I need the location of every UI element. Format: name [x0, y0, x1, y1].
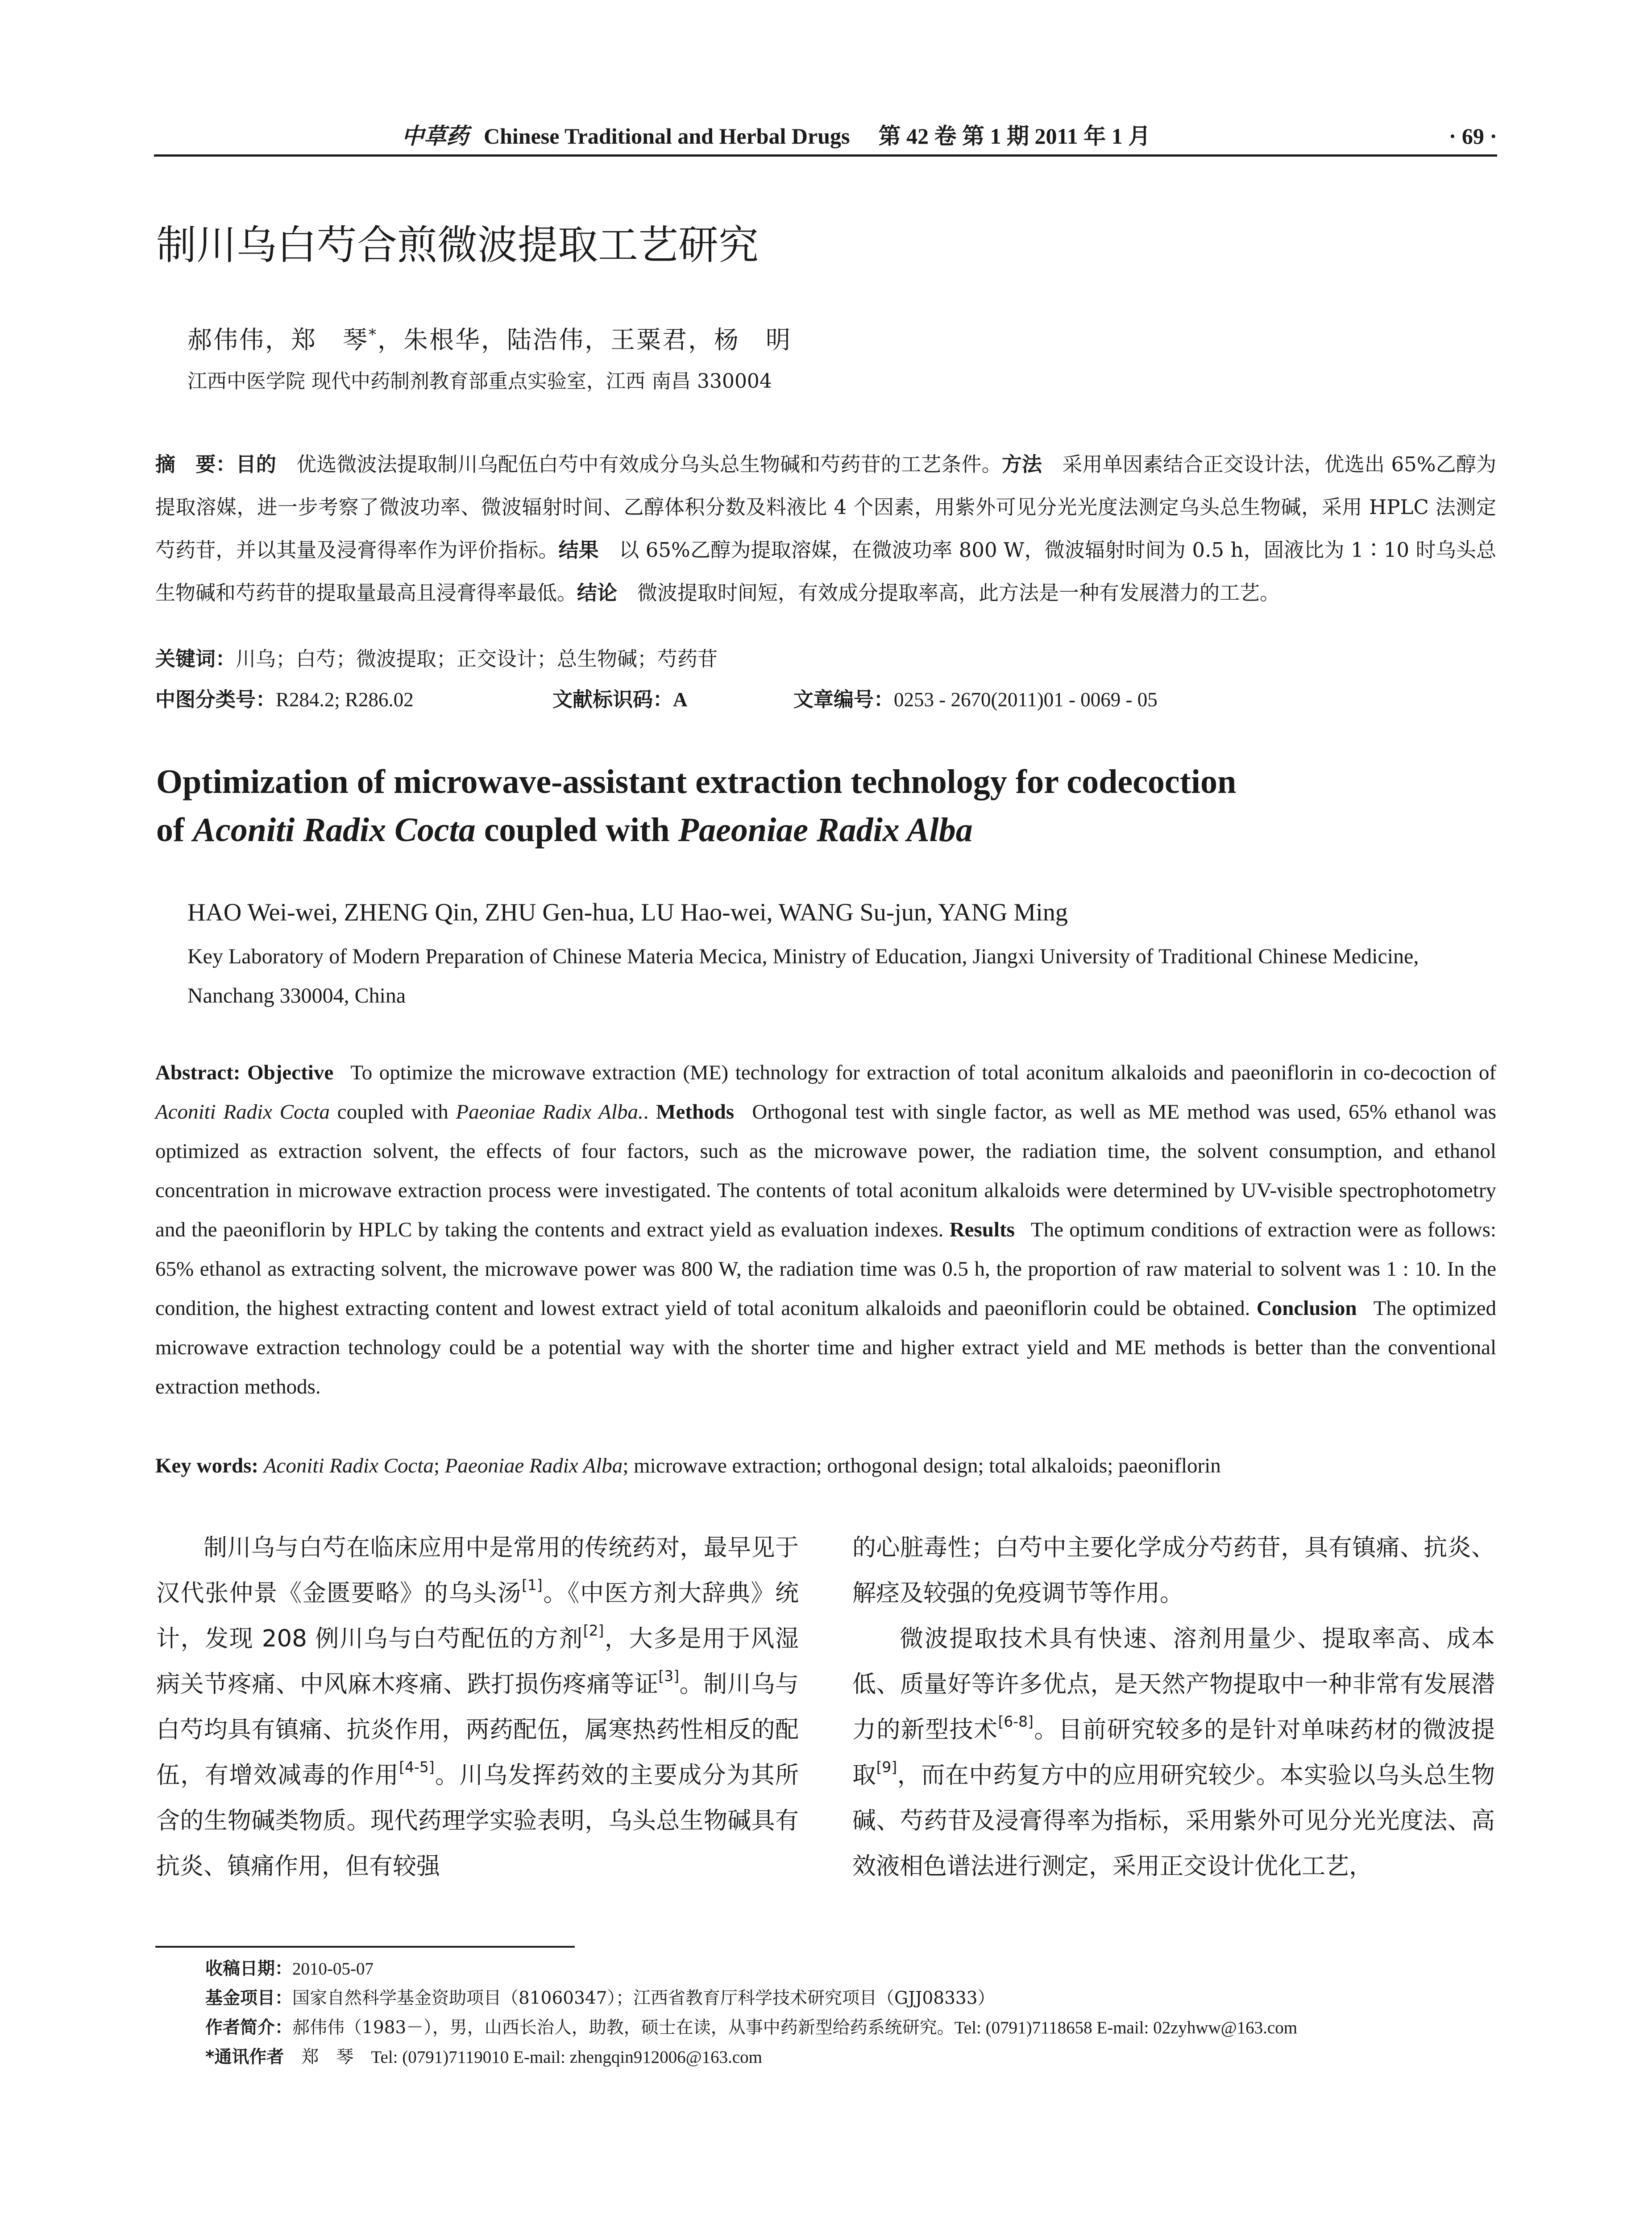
- paragraph: [852, 1616, 1495, 1889]
- journal-name-en: Chinese Traditional and Herbal Drugs: [484, 124, 850, 149]
- abstract-label-cn: 摘 要：: [155, 452, 236, 476]
- article-title-cn: 制川乌白芍合煎微波提取工艺研究: [156, 222, 759, 269]
- methods-text-cn: 采用单因素结合正交设计法，优选出 65%乙醇为提取溶媒，进一步考察了微波功率、微波辐射时间、乙醇体积分数及料液比 4 个因素，用紫外可见分光光度法测定乌头总生物碱，采用 HPLC 法测定芍药苷，并以其量及浸膏得率作为评价指标。: [155, 452, 1496, 562]
- received-label: 收稿日期：: [205, 1959, 293, 1979]
- citation-ref[interactable]: [1]: [522, 1576, 543, 1594]
- objective-herb2: Paeoniae Radix Alba.: [456, 1100, 643, 1124]
- results-label-cn: 结果: [558, 538, 599, 562]
- keyword-herb2: Paeoniae Radix Alba: [444, 1454, 623, 1477]
- corresponding-author-mark: *: [369, 326, 378, 344]
- running-header: [154, 120, 1497, 152]
- clc-value: R284.2; R286.02: [276, 688, 414, 711]
- article-title-en: [156, 758, 1236, 854]
- affiliation-cn: 江西中医学院 现代中药制剂教育部重点实验室，江西 南昌 330004: [187, 370, 772, 393]
- conclusion-label-en: Conclusion: [1256, 1297, 1357, 1320]
- footnotes: [205, 1954, 1499, 2072]
- text-run: 。制川乌与白芍均具有镇痛、抗炎作用，两药配伍，属寒热药性相反的配伍，有增效减毒的作用: [156, 1671, 799, 1789]
- citation-ref[interactable]: [4-5]: [399, 1758, 435, 1776]
- abstract-cn: [155, 443, 1496, 614]
- fund-info: [205, 1984, 1499, 2013]
- text-run: ，而在中药复方中的应用研究较少。本实验以乌头总生物碱、芍药苷及浸膏得率为指标，采用紫外可见分光光度法、高效液相色谱法进行测定，采用正交设计优化工艺，: [852, 1762, 1495, 1880]
- paragraph: 的心脏毒性；白芍中主要化学成分芍药苷，具有镇痛、抗炎、解痉及较强的免疫调节等作用。: [852, 1534, 1495, 1607]
- paragraph: [156, 1525, 799, 1889]
- conclusion-text-en: The optimized microwave extraction technology could be a potential way with the shorter time and higher extract yield and ME methods is better than the conventional extraction methods.: [155, 1297, 1497, 1398]
- document-code-label: 文献标识码：: [552, 688, 673, 711]
- methods-text-en: Orthogonal test with single factor, as well as ME method was used, 65% ethanol was optimized as extraction solvent, the effects of four factors, such as the microwave power, the radiation time, the solvent consumption, and ethanol concentration in microwave extraction process were investigated. The contents of total aconitum alkaloids were determined by UV-visible spectrophotometry and the paeoniflorin by HPLC by taking the contents and extract yield as evaluation indexes.: [155, 1100, 1497, 1241]
- conclusion-label-cn: 结论: [577, 581, 618, 605]
- author-list-en: HAO Wei-wei, ZHENG Qin, ZHU Gen-hua, LU Hao-wei, WANG Su-jun, YANG Ming: [187, 899, 1068, 926]
- bio-contact: Tel: (0791)7118658 E-mail: 02zyhww@163.com: [954, 2018, 1298, 2037]
- affiliation-en: Key Laboratory of Modern Preparation of Chinese Materia Mecica, Ministry of Education, Jiangxi University of Traditional Chinese Medicine, Nanchang 330004, China: [187, 945, 1419, 1008]
- text-run: 。《中医方剂大辞典》统计，发现 208 例川乌与白芍配伍的方剂: [156, 1580, 799, 1652]
- corresponding-contact: Tel: (0791)7119010 E-mail: zhengqin912006@163.com: [371, 2048, 763, 2067]
- received-value: 2010-05-07: [292, 1959, 374, 1978]
- footnote-rule: [155, 1946, 575, 1948]
- methods-label-en: Methods: [656, 1100, 735, 1124]
- citation-ref[interactable]: [6-8]: [998, 1713, 1034, 1730]
- title-coupled: coupled with: [475, 811, 678, 849]
- fund-label: 基金项目：: [205, 1988, 293, 2008]
- body-column-right: [852, 1525, 1495, 1889]
- text-run: 。川乌发挥药效的主要成分为其所含的生物碱类物质。现代药理学实验表明，乌头总生物碱具有抗炎、镇痛作用，但有较强: [156, 1762, 799, 1880]
- conclusion-text-cn: 微波提取时间短，有效成分提取率高，此方法是一种有发展潜力的工艺。: [637, 581, 1280, 605]
- classification-line: [155, 682, 1498, 717]
- text-run: 制川乌与白芍在临床应用中是常用的传统药对，最早见于汉代张仲景《金匮要略》的乌头汤: [156, 1534, 799, 1607]
- article-number-label: 文章编号：: [793, 688, 894, 711]
- text-run: 微波提取技术具有快速、溶剂用量少、提取率高、成本低、质量好等许多优点，是天然产物提取中一种非常有发展潜力的新型技术: [852, 1625, 1495, 1743]
- document-code-value: A: [673, 688, 688, 711]
- citation-ref[interactable]: [2]: [583, 1621, 604, 1639]
- article-number-value: 0253 - 2670(2011)01 - 0069 - 05: [894, 688, 1158, 711]
- keyword-herb1: Aconiti Radix Cocta: [263, 1454, 434, 1477]
- clc-number: [155, 682, 414, 717]
- article-number: [793, 682, 1158, 717]
- text-run: 。目前研究较多的是针对单味药材的微波提取: [852, 1716, 1495, 1789]
- keyword-sep: ;: [433, 1454, 445, 1477]
- title-herb2: Paeoniae Radix Alba: [678, 811, 973, 849]
- results-text-cn: 以 65%乙醇为提取溶媒，在微波功率 800 W，微波辐射时间为 0.5 h，固液比为 1∶10 时乌头总生物碱和芍药苷的提取量最高且浸膏得率最低。: [155, 538, 1496, 605]
- results-label-en: Results: [949, 1218, 1015, 1241]
- citation-ref[interactable]: [9]: [876, 1758, 897, 1776]
- corresponding-label: *通讯作者: [205, 2047, 284, 2067]
- header-rule: [154, 154, 1497, 157]
- bio-label: 作者简介：: [205, 2018, 293, 2038]
- author-bio: [205, 2013, 1499, 2043]
- received-date: [205, 1954, 1499, 1984]
- title-en-line2: [156, 806, 1236, 854]
- objective-label-cn: 目的: [236, 452, 276, 476]
- corresponding-author: [205, 2043, 1499, 2072]
- title-en-line1: Optimization of microwave-assistant extraction technology for codecoction: [156, 763, 1237, 800]
- keywords-label-en: Key words:: [155, 1454, 259, 1477]
- keywords-text-cn: 川乌；白芍；微波提取；正交设计；总生物碱；芍药苷: [236, 647, 718, 671]
- keywords-label-cn: 关键词：: [155, 647, 236, 671]
- body-column-left: [156, 1525, 799, 1889]
- results-text-en: The optimum conditions of extraction were as follows: 65% ethanol as extracting solvent, the microwave power was 800 W, the radiation time was 0.5 h, the proportion of raw material to solvent was 1 : 10. In the condition, the highest extracting content and lowest extract yield of total aconitum alkaloids and paeoniflorin could be obtained.: [155, 1218, 1497, 1320]
- methods-label-cn: 方法: [1001, 452, 1042, 476]
- objective-label-en: Objective: [247, 1061, 334, 1084]
- journal-issue: 第 42 卷 第 1 期 2011 年 1 月: [878, 124, 1151, 149]
- title-of: of: [156, 811, 193, 849]
- journal-citation: [402, 120, 1150, 152]
- keywords-rest: ; microwave extraction; orthogonal design; total alkaloids; paeoniflorin: [623, 1454, 1221, 1477]
- objective-coupled: coupled with: [330, 1100, 456, 1124]
- clc-label: 中图分类号：: [155, 688, 276, 711]
- objective-text-cn: 优选微波法提取制川乌配伍白芍中有效成分乌头总生物碱和芍药苷的工艺条件。: [296, 452, 1002, 476]
- bio-value: 郝伟伟（1983－），男，山西长治人，助教，硕士在读，从事中药新型给药系统研究。: [292, 2018, 955, 2038]
- objective-herb1: Aconiti Radix Cocta: [155, 1100, 330, 1124]
- author-list-cn: [187, 317, 792, 357]
- page-number: · 69 ·: [1449, 124, 1497, 149]
- corresponding-name: 郑 琴: [301, 2047, 354, 2067]
- authors-cn-part2: ，朱根华，陆浩伟，王粟君，杨 明: [378, 325, 792, 354]
- authors-cn-part1: 郝伟伟，郑 琴: [187, 325, 369, 354]
- keywords-en: [155, 1448, 1221, 1484]
- document-code: [552, 682, 688, 717]
- abstract-label-en: Abstract:: [155, 1061, 241, 1084]
- citation-ref[interactable]: [3]: [658, 1667, 680, 1685]
- journal-name-cn: 中草药: [402, 123, 469, 149]
- text-run: ，大多是用于风湿病关节疼痛、中风麻木疼痛、跌打损伤疼痛等证: [156, 1625, 799, 1698]
- title-herb1: Aconiti Radix Cocta: [193, 811, 476, 849]
- objective-text-en: To optimize the microwave extraction (ME) technology for extraction of total aconitum alkaloids and paeoniflorin in co-decoction of: [350, 1061, 1497, 1084]
- abstract-en: [155, 1053, 1496, 1406]
- keywords-cn: [155, 641, 718, 677]
- objective-end: .: [643, 1100, 649, 1124]
- fund-value: 国家自然科学基金资助项目（81060347）；江西省教育厅科学技术研究项目（GJJ08333）: [292, 1988, 995, 2008]
